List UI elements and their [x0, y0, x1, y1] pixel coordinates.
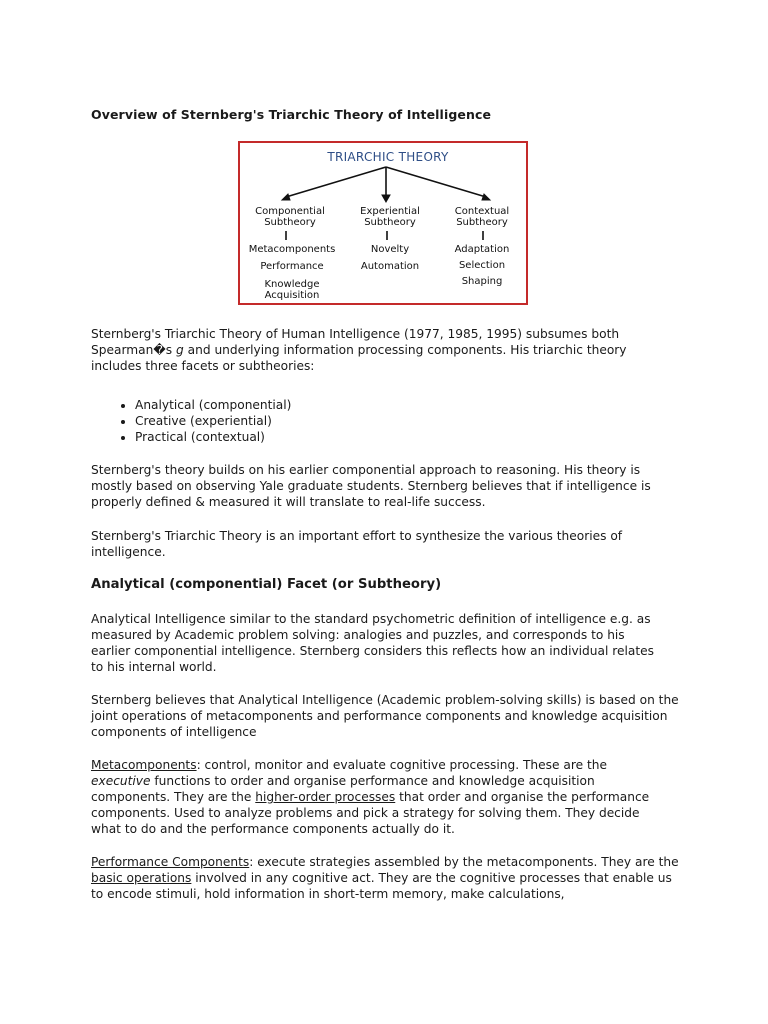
branch-experiential-heading-1: Experiential [360, 206, 420, 217]
theory-builds-paragraph: Sternberg's theory builds on his earlier componential approach to reasoning. His theory is mostly based on observing Yale graduate students. Sternberg believes that if intelligence is properly defined & measured it will translate to real-life success. [91, 463, 651, 509]
facets-list [91, 397, 291, 445]
branch-componential-heading-2: Subtheory [264, 217, 316, 228]
branch-componential-item: Acquisition [264, 290, 320, 301]
performance-components-paragraph [91, 854, 681, 902]
spearman-g: g [176, 343, 184, 357]
analytical-section-heading: Analytical (componential) Facet (or Subtheory) [91, 577, 442, 592]
metacomponents-term: Metacomponents [91, 758, 197, 772]
diagram-connectors [286, 167, 486, 240]
branch-componential-item: Performance [260, 261, 324, 272]
document-title: Overview of Sternberg's Triarchic Theory of Intelligence [91, 107, 492, 122]
metacomponents-text: : control, monitor and evaluate cognitive processing. These are the [196, 758, 607, 772]
list-item: • Analytical (componential) [135, 397, 291, 413]
branch-contextual-item: Adaptation [454, 244, 510, 255]
triarchic-theory-diagram [238, 141, 528, 305]
executive-term: executive [91, 774, 151, 788]
intro-line-3: includes three facets or subtheories: [91, 359, 315, 373]
branch-contextual-heading-2: Subtheory [456, 217, 508, 228]
intro-paragraph [91, 326, 691, 374]
branch-experiential-item: Novelty [370, 244, 410, 255]
branch-componential-item: Metacomponents [248, 244, 336, 255]
metacomponents-paragraph [91, 757, 657, 837]
branch-componential-item: Knowledge [264, 279, 320, 290]
performance-text: involved in any cognitive act. They are the cognitive processes that enable us to encode stimuli, hold information in short-term memory, make calculations, [91, 871, 672, 901]
branch-contextual-item: Shaping [461, 276, 503, 287]
analytical-basis-paragraph: Sternberg believes that Analytical Intelligence (Academic problem-solving skills) is based on the joint operations of metacomponents and performance components and knowledge acquisition components of intelligence [91, 693, 679, 739]
basic-operations-term: basic operations [91, 871, 192, 885]
branch-componential-heading-1: Componential [255, 206, 325, 217]
list-item: • Creative (experiential) [135, 413, 291, 429]
higher-order-processes-term: higher-order processes [255, 790, 396, 804]
intro-line-1: Sternberg's Triarchic Theory of Human Intelligence (1977, 1985, 1995) subsumes both [91, 327, 620, 341]
branch-experiential-heading-2: Subtheory [364, 217, 416, 228]
intro-line-2b: and underlying information processing components. His triarchic theory [183, 343, 627, 357]
branch-contextual-heading-1: Contextual [454, 206, 510, 217]
metacomponents-text: that order and organise the performance components. Used to analyze problems and pick a strategy for solving them. They decide what to do and the performance components actually do it. [91, 790, 650, 836]
diagram-arrowheads [282, 194, 490, 202]
branch-contextual-item: Selection [458, 260, 506, 271]
branch-experiential-item: Automation [360, 261, 420, 272]
synthesis-paragraph: Sternberg's Triarchic Theory is an important effort to synthesize the various theories of intelligence. [91, 529, 623, 559]
performance-text: : execute strategies assembled by the metacomponents. They are the [249, 855, 679, 869]
diagram-title: TRIARCHIC THEORY [327, 150, 449, 164]
intro-line-2a: Spearman�s [91, 343, 177, 357]
metacomponents-text: functions to order and organise performance and knowledge acquisition components. They are the [91, 774, 595, 804]
list-item: • Practical (contextual) [135, 429, 291, 445]
analytical-paragraph: Analytical Intelligence similar to the standard psychometric definition of intelligence e.g. as measured by Academic problem solving: analogies and puzzles, and corresponds to his earlier componential intelligence. Sternberg considers this reflects how an individual relates to his internal world. [91, 612, 654, 674]
performance-components-term: Performance Components [91, 855, 250, 869]
